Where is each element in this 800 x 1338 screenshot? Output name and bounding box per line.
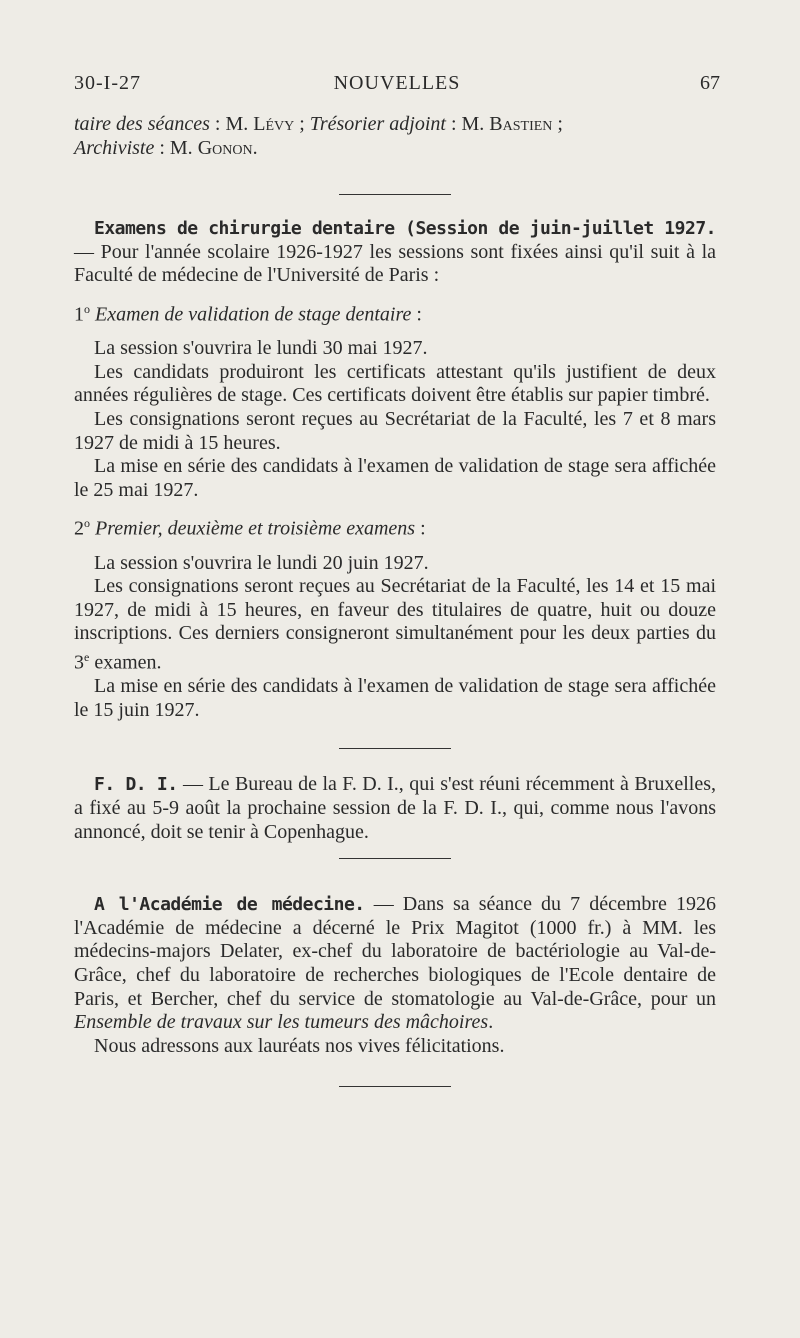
academie-italic: Ensemble de travaux sur les tumeurs des mâchoires xyxy=(74,1011,489,1034)
academie-paragraph xyxy=(74,893,716,1035)
intro-name: Bastien xyxy=(489,113,553,135)
examens-paragraph: La mise en série des candidats à l'examen de validation de stage sera affichée le 15 juin 1927. xyxy=(74,675,716,721)
academie-congrats: Nous adressons aux lauréats nos vives félicitations. xyxy=(94,1034,505,1057)
examens-intro-paragraph xyxy=(74,217,716,288)
section-divider xyxy=(339,858,451,859)
intro-text: Trésorier adjoint xyxy=(309,113,446,135)
subheading-number: 2 xyxy=(74,518,84,541)
fdi-paragraph xyxy=(74,773,716,844)
examens-paragraph: Les consignations seront reçues au Secrétariat de la Faculté, les 7 et 8 mars 1927 de midi à 15 heures. xyxy=(74,408,716,454)
subheading-premier xyxy=(74,512,716,541)
subheading-colon: : xyxy=(415,518,426,541)
academie-body: — Dans sa séance du 7 décembre 1926 l'Académie de médecine a décerné le Prix Magitot (1000 fr.) à MM. les médecins-majors Delater, ex-chef du laboratoire de bactériologie au Val-de-Grâce, chef du laboratoire de recherches biologiques de l'Ecole dentaire de Paris, et Bercher, chef du service de stomatologie au Val-de-Grâce, pour un xyxy=(74,893,716,1010)
academie-end: . xyxy=(488,1011,494,1034)
examens-paragraph xyxy=(74,575,716,675)
intro-text: Archiviste xyxy=(74,136,155,159)
page-content xyxy=(74,113,716,1087)
examens-text: Les consignations seront reçues au Secrétariat de la Faculté, les 14 et 15 mai 1927, de midi à 15 heures, en faveur des titulaires de quatre, huit ou douze inscriptions. Ces derniers consigneront simultanément pour les deux parties du 3 xyxy=(74,575,716,674)
subheading-title: Examen de validation de stage dentaire xyxy=(95,303,412,326)
examens-paragraph: Les candidats produiront les certificats attestant qu'ils justifient de deux années régulières de stage. Ces certificats doivent être établis sur papier timbré. xyxy=(74,360,716,407)
examens-text: examen. xyxy=(89,651,162,674)
intro-text: : M. xyxy=(445,113,490,135)
examens-paragraph: La session s'ouvrira le lundi 20 juin 1927. xyxy=(94,551,429,574)
subheading-sup: o xyxy=(84,516,90,531)
examens-dash: — xyxy=(74,240,101,263)
intro-paragraph xyxy=(74,113,716,160)
section-divider xyxy=(339,194,451,195)
intro-name: Gonon xyxy=(197,136,253,159)
examens-paragraph: La session s'ouvrira le lundi 30 mai 1927. xyxy=(94,337,428,360)
examens-intro-text: Pour l'année scolaire 1926-1927 les sessions sont fixées ainsi qu'il suit à la Faculté de médecine de l'Université de Paris : xyxy=(74,240,717,287)
examens-sup: e xyxy=(84,650,90,664)
intro-text: : M. xyxy=(154,136,198,159)
intro-text: : M. xyxy=(209,113,254,135)
examens-title: Examens de chirurgie dentaire (Session de juin-juillet 1927. xyxy=(94,218,716,240)
examens-paragraph: La mise en série des candidats à l'examen de validation de stage sera affichée le 25 mai 1927. xyxy=(74,455,716,501)
fdi-body: — Le Bureau de la F. D. I., qui s'est réuni récemment à Bruxelles, a fixé au 5-9 août la prochaine session de la F. D. I., qui, comme nous l'avons annoncé, doit se tenir à Copenhague. xyxy=(74,773,716,843)
subheading-number: 1 xyxy=(74,303,84,326)
header-page-number: 67 xyxy=(700,72,720,94)
intro-text: . xyxy=(252,136,258,159)
intro-text: ; xyxy=(552,113,563,135)
academie-title: A l'Académie de médecine. xyxy=(94,894,365,916)
intro-name: Lévy xyxy=(253,113,295,135)
header-section: NOUVELLES xyxy=(333,72,461,94)
intro-text: taire des séances xyxy=(74,113,210,135)
subheading-title: Premier, deuxième et troisième examens xyxy=(95,518,416,541)
fdi-title: F. D. I. xyxy=(94,774,178,796)
subheading-sup: o xyxy=(84,301,90,316)
intro-text: ; xyxy=(294,113,310,135)
section-divider xyxy=(339,1086,451,1087)
header-date: 30-I-27 xyxy=(74,72,141,94)
section-divider xyxy=(339,748,451,749)
subheading-colon: : xyxy=(411,303,422,326)
subheading-validation xyxy=(74,298,716,327)
page-header xyxy=(74,72,720,102)
